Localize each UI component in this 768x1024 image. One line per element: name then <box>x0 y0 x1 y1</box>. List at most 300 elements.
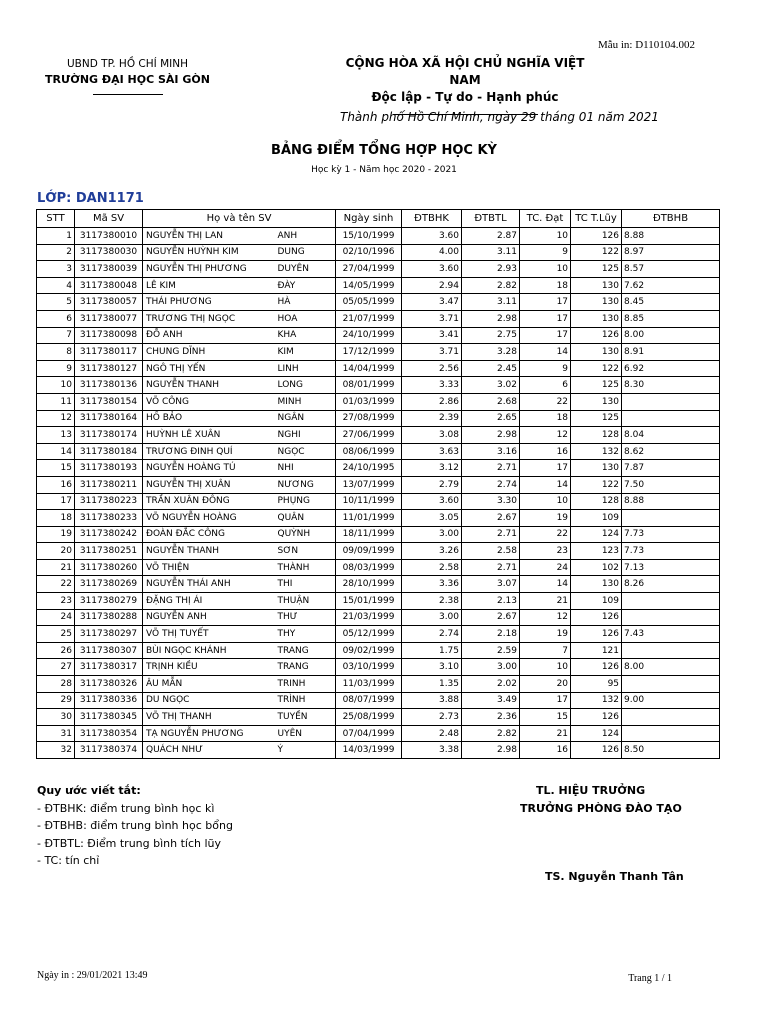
table-body <box>37 228 720 759</box>
credits-earned-cell: 14 <box>520 344 571 361</box>
cumulative-credits-cell: 126 <box>571 709 622 726</box>
notes-title: Quy ước viết tắt: <box>37 784 141 797</box>
first-name-cell: TRINH <box>276 676 336 693</box>
table-row <box>37 526 720 543</box>
row-number-cell: 19 <box>37 526 75 543</box>
table-row <box>37 692 720 709</box>
scholarship-score-cell: 8.00 <box>622 327 720 344</box>
cumulative-gpa-cell: 2.98 <box>462 742 520 759</box>
last-middle-name-cell: THÁI PHƯƠNG <box>143 294 276 311</box>
row-number-cell: 25 <box>37 626 75 643</box>
semester-gpa-cell: 2.39 <box>402 410 462 427</box>
first-name-cell: TRANG <box>276 642 336 659</box>
cumulative-gpa-cell: 3.28 <box>462 344 520 361</box>
semester-gpa-cell: 2.56 <box>402 360 462 377</box>
birth-date-cell: 03/10/1999 <box>336 659 402 676</box>
student-id-cell: 3117380174 <box>75 427 143 444</box>
city-committee-name: UBND TP. HỒ CHÍ MINH <box>66 58 189 70</box>
cumulative-gpa-cell: 3.07 <box>462 576 520 593</box>
cumulative-gpa-cell: 2.75 <box>462 327 520 344</box>
birth-date-cell: 14/05/1999 <box>336 277 402 294</box>
cumulative-gpa-cell: 2.68 <box>462 393 520 410</box>
cumulative-credits-cell: 102 <box>571 559 622 576</box>
right-header <box>330 55 600 115</box>
birth-date-cell: 14/04/1999 <box>336 360 402 377</box>
column-header: ĐTBHK <box>402 210 462 228</box>
row-number-cell: 3 <box>37 261 75 278</box>
cumulative-gpa-cell: 2.71 <box>462 526 520 543</box>
row-number-cell: 21 <box>37 559 75 576</box>
cumulative-credits-cell: 122 <box>571 360 622 377</box>
credits-earned-cell: 19 <box>520 510 571 527</box>
credits-earned-cell: 12 <box>520 427 571 444</box>
cumulative-credits-cell: 128 <box>571 427 622 444</box>
last-middle-name-cell: ĐỖ ANH <box>143 327 276 344</box>
last-middle-name-cell: HỒ BẢO <box>143 410 276 427</box>
first-name-cell: HÀ <box>276 294 336 311</box>
table-row <box>37 410 720 427</box>
column-header: Mã SV <box>75 210 143 228</box>
cumulative-gpa-cell: 3.11 <box>462 244 520 261</box>
credits-earned-cell: 19 <box>520 626 571 643</box>
cumulative-credits-cell: 132 <box>571 692 622 709</box>
birth-date-cell: 15/01/1999 <box>336 593 402 610</box>
last-middle-name-cell: NGUYỄN THỊ XUÂN <box>143 476 276 493</box>
row-number-cell: 30 <box>37 709 75 726</box>
cumulative-credits-cell: 124 <box>571 526 622 543</box>
birth-date-cell: 05/12/1999 <box>336 626 402 643</box>
credits-earned-cell: 10 <box>520 228 571 245</box>
column-header: TC. Đạt <box>520 210 571 228</box>
table-row <box>37 543 720 560</box>
table-row <box>37 294 720 311</box>
student-id-cell: 3117380057 <box>75 294 143 311</box>
table-row <box>37 427 720 444</box>
cumulative-credits-cell: 126 <box>571 659 622 676</box>
row-number-cell: 12 <box>37 410 75 427</box>
first-name-cell: DUYÊN <box>276 261 336 278</box>
column-header: ĐTBTL <box>462 210 520 228</box>
semester-gpa-cell: 4.00 <box>402 244 462 261</box>
semester-gpa-cell: 3.12 <box>402 460 462 477</box>
credits-earned-cell: 14 <box>520 576 571 593</box>
cumulative-credits-cell: 121 <box>571 642 622 659</box>
first-name-cell: Ý <box>276 742 336 759</box>
last-middle-name-cell: TRƯƠNG ĐINH QUÍ <box>143 443 276 460</box>
student-id-cell: 3117380164 <box>75 410 143 427</box>
table-row <box>37 559 720 576</box>
cumulative-gpa-cell: 3.49 <box>462 692 520 709</box>
scholarship-score-cell: 8.97 <box>622 244 720 261</box>
birth-date-cell: 09/09/1999 <box>336 543 402 560</box>
semester-gpa-cell: 3.88 <box>402 692 462 709</box>
first-name-cell: NƯƠNG <box>276 476 336 493</box>
student-id-cell: 3117380233 <box>75 510 143 527</box>
left-header-underline <box>93 94 163 95</box>
cumulative-credits-cell: 126 <box>571 626 622 643</box>
semester-gpa-cell: 3.71 <box>402 310 462 327</box>
first-name-cell: LONG <box>276 377 336 394</box>
cumulative-gpa-cell: 3.02 <box>462 377 520 394</box>
cumulative-gpa-cell: 2.18 <box>462 626 520 643</box>
credits-earned-cell: 23 <box>520 543 571 560</box>
cumulative-gpa-cell: 2.02 <box>462 676 520 693</box>
credits-earned-cell: 14 <box>520 476 571 493</box>
print-date: Ngày in : 29/01/2021 13:49 <box>37 970 148 981</box>
student-id-cell: 3117380117 <box>75 344 143 361</box>
first-name-cell: SƠN <box>276 543 336 560</box>
scholarship-score-cell: 8.04 <box>622 427 720 444</box>
cumulative-gpa-cell: 3.30 <box>462 493 520 510</box>
first-name-cell: TRANG <box>276 659 336 676</box>
cumulative-gpa-cell: 2.59 <box>462 642 520 659</box>
student-id-cell: 3117380098 <box>75 327 143 344</box>
table-row <box>37 659 720 676</box>
student-id-cell: 3117380242 <box>75 526 143 543</box>
birth-date-cell: 08/01/1999 <box>336 377 402 394</box>
student-id-cell: 3117380030 <box>75 244 143 261</box>
table-row <box>37 476 720 493</box>
row-number-cell: 20 <box>37 543 75 560</box>
cumulative-credits-cell: 126 <box>571 327 622 344</box>
student-id-cell: 3117380154 <box>75 393 143 410</box>
table-row <box>37 377 720 394</box>
scholarship-score-cell <box>622 410 720 427</box>
last-middle-name-cell: NGUYỄN THANH <box>143 377 276 394</box>
birth-date-cell: 10/11/1999 <box>336 493 402 510</box>
last-middle-name-cell: ĐẶNG THỊ ÁI <box>143 593 276 610</box>
row-number-cell: 13 <box>37 427 75 444</box>
semester-gpa-cell: 3.60 <box>402 493 462 510</box>
birth-date-cell: 27/08/1999 <box>336 410 402 427</box>
scholarship-score-cell: 8.00 <box>622 659 720 676</box>
birth-date-cell: 28/10/1999 <box>336 576 402 593</box>
table-row <box>37 493 720 510</box>
student-id-cell: 3117380279 <box>75 593 143 610</box>
row-number-cell: 24 <box>37 609 75 626</box>
cumulative-credits-cell: 130 <box>571 393 622 410</box>
row-number-cell: 28 <box>37 676 75 693</box>
credits-earned-cell: 9 <box>520 244 571 261</box>
table-row <box>37 676 720 693</box>
student-id-cell: 3117380297 <box>75 626 143 643</box>
table-row <box>37 277 720 294</box>
row-number-cell: 9 <box>37 360 75 377</box>
first-name-cell: THƯ <box>276 609 336 626</box>
last-middle-name-cell: VÕ CÔNG <box>143 393 276 410</box>
birth-date-cell: 05/05/1999 <box>336 294 402 311</box>
row-number-cell: 27 <box>37 659 75 676</box>
scholarship-score-cell: 8.50 <box>622 742 720 759</box>
scholarship-score-cell <box>622 609 720 626</box>
last-middle-name-cell: ÂU MẪN <box>143 676 276 693</box>
student-id-cell: 3117380317 <box>75 659 143 676</box>
cumulative-credits-cell: 132 <box>571 443 622 460</box>
credits-earned-cell: 21 <box>520 725 571 742</box>
last-middle-name-cell: VÕ NGUYỄN HOÀNG <box>143 510 276 527</box>
student-id-cell: 3117380269 <box>75 576 143 593</box>
semester-gpa-cell: 3.08 <box>402 427 462 444</box>
semester-gpa-cell: 3.60 <box>402 261 462 278</box>
page-number: Trang 1 / 1 <box>628 973 672 984</box>
university-name: TRƯỜNG ĐẠI HỌC SÀI GÒN <box>45 73 210 86</box>
birth-date-cell: 24/10/1999 <box>336 327 402 344</box>
row-number-cell: 1 <box>37 228 75 245</box>
first-name-cell: PHỤNG <box>276 493 336 510</box>
credits-earned-cell: 9 <box>520 360 571 377</box>
semester-subtitle: Học kỳ 1 - Năm học 2020 - 2021 <box>311 165 457 175</box>
cumulative-gpa-cell: 2.36 <box>462 709 520 726</box>
scholarship-score-cell <box>622 709 720 726</box>
cumulative-credits-cell: 130 <box>571 310 622 327</box>
last-middle-name-cell: VÕ THIỆN <box>143 559 276 576</box>
last-middle-name-cell: BÙI NGỌC KHÁNH <box>143 642 276 659</box>
cumulative-credits-cell: 130 <box>571 277 622 294</box>
last-middle-name-cell: NGUYỄN THỊ LAN <box>143 228 276 245</box>
student-id-cell: 3117380039 <box>75 261 143 278</box>
birth-date-cell: 08/07/1999 <box>336 692 402 709</box>
semester-gpa-cell: 3.41 <box>402 327 462 344</box>
scholarship-score-cell <box>622 725 720 742</box>
cumulative-gpa-cell: 2.71 <box>462 460 520 477</box>
scholarship-score-cell <box>622 593 720 610</box>
scholarship-score-cell: 8.85 <box>622 310 720 327</box>
birth-date-cell: 11/03/1999 <box>336 676 402 693</box>
last-middle-name-cell: NGUYỄN THÁI ANH <box>143 576 276 593</box>
scholarship-score-cell: 6.92 <box>622 360 720 377</box>
credits-earned-cell: 18 <box>520 410 571 427</box>
first-name-cell: HOA <box>276 310 336 327</box>
cumulative-credits-cell: 126 <box>571 228 622 245</box>
row-number-cell: 5 <box>37 294 75 311</box>
table-row <box>37 510 720 527</box>
last-middle-name-cell: TRẦN XUÂN ĐÔNG <box>143 493 276 510</box>
credits-earned-cell: 17 <box>520 327 571 344</box>
row-number-cell: 31 <box>37 725 75 742</box>
semester-gpa-cell: 3.60 <box>402 228 462 245</box>
birth-date-cell: 15/10/1999 <box>336 228 402 245</box>
cumulative-gpa-cell: 2.98 <box>462 310 520 327</box>
student-id-cell: 3117380136 <box>75 377 143 394</box>
credits-earned-cell: 24 <box>520 559 571 576</box>
student-id-cell: 3117380354 <box>75 725 143 742</box>
cumulative-gpa-cell: 2.71 <box>462 559 520 576</box>
scholarship-score-cell: 7.50 <box>622 476 720 493</box>
birth-date-cell: 11/01/1999 <box>336 510 402 527</box>
scholarship-score-cell: 8.88 <box>622 493 720 510</box>
scholarship-score-cell: 7.62 <box>622 277 720 294</box>
student-id-cell: 3117380127 <box>75 360 143 377</box>
semester-gpa-cell: 3.10 <box>402 659 462 676</box>
first-name-cell: ANH <box>276 228 336 245</box>
student-id-cell: 3117380345 <box>75 709 143 726</box>
signature-role-1: TL. HIỆU TRƯỞNG <box>536 784 646 797</box>
semester-gpa-cell: 2.58 <box>402 559 462 576</box>
document-date: Thành phố Hồ Chí Minh, ngày 29 tháng 01 năm 2021 <box>340 110 659 124</box>
table-row <box>37 310 720 327</box>
first-name-cell: TRÌNH <box>276 692 336 709</box>
row-number-cell: 4 <box>37 277 75 294</box>
semester-gpa-cell: 2.74 <box>402 626 462 643</box>
first-name-cell: QUÂN <box>276 510 336 527</box>
semester-gpa-cell: 2.94 <box>402 277 462 294</box>
birth-date-cell: 09/02/1999 <box>336 642 402 659</box>
cumulative-credits-cell: 123 <box>571 543 622 560</box>
student-id-cell: 3117380211 <box>75 476 143 493</box>
scholarship-score-cell: 9.00 <box>622 692 720 709</box>
cumulative-credits-cell: 109 <box>571 593 622 610</box>
first-name-cell: NGÂN <box>276 410 336 427</box>
student-id-cell: 3117380077 <box>75 310 143 327</box>
credits-earned-cell: 17 <box>520 460 571 477</box>
cumulative-credits-cell: 130 <box>571 460 622 477</box>
cumulative-gpa-cell: 2.82 <box>462 277 520 294</box>
table-row <box>37 460 720 477</box>
scholarship-score-cell: 7.43 <box>622 626 720 643</box>
birth-date-cell: 24/10/1995 <box>336 460 402 477</box>
credits-earned-cell: 16 <box>520 742 571 759</box>
cumulative-credits-cell: 130 <box>571 344 622 361</box>
table-row <box>37 261 720 278</box>
student-id-cell: 3117380184 <box>75 443 143 460</box>
first-name-cell: NHI <box>276 460 336 477</box>
cumulative-gpa-cell: 2.45 <box>462 360 520 377</box>
scholarship-score-cell <box>622 393 720 410</box>
student-id-cell: 3117380010 <box>75 228 143 245</box>
row-number-cell: 10 <box>37 377 75 394</box>
note-item: - ĐTBTL: Điểm trung bình tích lũy <box>37 836 222 850</box>
semester-gpa-cell: 3.00 <box>402 526 462 543</box>
row-number-cell: 16 <box>37 476 75 493</box>
credits-earned-cell: 10 <box>520 493 571 510</box>
student-id-cell: 3117380307 <box>75 642 143 659</box>
birth-date-cell: 21/03/1999 <box>336 609 402 626</box>
semester-gpa-cell: 3.71 <box>402 344 462 361</box>
table-row <box>37 393 720 410</box>
cumulative-gpa-cell: 2.13 <box>462 593 520 610</box>
semester-gpa-cell: 2.86 <box>402 393 462 410</box>
semester-gpa-cell: 2.38 <box>402 593 462 610</box>
first-name-cell: NGHI <box>276 427 336 444</box>
student-id-cell: 3117380288 <box>75 609 143 626</box>
column-header: STT <box>37 210 75 228</box>
table-row <box>37 228 720 245</box>
cumulative-gpa-cell: 3.16 <box>462 443 520 460</box>
credits-earned-cell: 15 <box>520 709 571 726</box>
cumulative-credits-cell: 125 <box>571 377 622 394</box>
scholarship-score-cell: 7.13 <box>622 559 720 576</box>
first-name-cell: UYÊN <box>276 725 336 742</box>
scholarship-score-cell: 8.91 <box>622 344 720 361</box>
left-header <box>40 57 215 95</box>
column-header: ĐTBHB <box>622 210 720 228</box>
scholarship-score-cell: 8.45 <box>622 294 720 311</box>
first-name-cell: THI <box>276 576 336 593</box>
form-code: Mẫu in: D110104.002 <box>597 39 695 51</box>
note-item: - ĐTBHB: điểm trung bình học bổng <box>37 819 233 832</box>
cumulative-credits-cell: 126 <box>571 609 622 626</box>
semester-gpa-cell: 2.79 <box>402 476 462 493</box>
last-middle-name-cell: NGUYỄN THỊ PHƯƠNG <box>143 261 276 278</box>
cumulative-gpa-cell: 2.67 <box>462 609 520 626</box>
table-row <box>37 327 720 344</box>
row-number-cell: 15 <box>37 460 75 477</box>
table-row <box>37 344 720 361</box>
row-number-cell: 22 <box>37 576 75 593</box>
first-name-cell: ĐÀY <box>276 277 336 294</box>
cumulative-gpa-cell: 2.93 <box>462 261 520 278</box>
last-middle-name-cell: LÊ KIM <box>143 277 276 294</box>
cumulative-gpa-cell: 2.65 <box>462 410 520 427</box>
credits-earned-cell: 21 <box>520 593 571 610</box>
last-middle-name-cell: NGUYỄN HOÀNG TÚ <box>143 460 276 477</box>
student-id-cell: 3117380336 <box>75 692 143 709</box>
cumulative-credits-cell: 124 <box>571 725 622 742</box>
semester-gpa-cell: 2.48 <box>402 725 462 742</box>
row-number-cell: 2 <box>37 244 75 261</box>
cumulative-gpa-cell: 2.82 <box>462 725 520 742</box>
row-number-cell: 8 <box>37 344 75 361</box>
student-id-cell: 3117380048 <box>75 277 143 294</box>
class-label: LỚP: DAN1171 <box>37 191 144 206</box>
national-motto: Độc lập - Tự do - Hạnh phúc <box>371 90 559 104</box>
row-number-cell: 29 <box>37 692 75 709</box>
scholarship-score-cell: 8.88 <box>622 228 720 245</box>
scholarship-score-cell: 8.26 <box>622 576 720 593</box>
first-name-cell: THUẬN <box>276 593 336 610</box>
table-row <box>37 742 720 759</box>
first-name-cell: LINH <box>276 360 336 377</box>
credits-earned-cell: 7 <box>520 642 571 659</box>
semester-gpa-cell: 3.38 <box>402 742 462 759</box>
row-number-cell: 18 <box>37 510 75 527</box>
birth-date-cell: 25/08/1999 <box>336 709 402 726</box>
scholarship-score-cell: 8.30 <box>622 377 720 394</box>
last-middle-name-cell: NGUYỄN THANH <box>143 543 276 560</box>
scholarship-score-cell: 7.73 <box>622 543 720 560</box>
scholarship-score-cell <box>622 642 720 659</box>
last-middle-name-cell: NGUYỄN HUỲNH KIM <box>143 244 276 261</box>
last-middle-name-cell: QUÁCH NHƯ <box>143 742 276 759</box>
cumulative-credits-cell: 126 <box>571 742 622 759</box>
table-row <box>37 360 720 377</box>
table-row <box>37 642 720 659</box>
signature-block <box>520 782 700 818</box>
student-id-cell: 3117380260 <box>75 559 143 576</box>
birth-date-cell: 08/03/1999 <box>336 559 402 576</box>
last-middle-name-cell: VÕ THỊ TUYẾT <box>143 626 276 643</box>
cumulative-gpa-cell: 2.74 <box>462 476 520 493</box>
cumulative-gpa-cell: 2.58 <box>462 543 520 560</box>
column-header: Họ và tên SV <box>143 210 336 228</box>
credits-earned-cell: 6 <box>520 377 571 394</box>
last-middle-name-cell: ĐOÀN ĐẮC CÔNG <box>143 526 276 543</box>
scholarship-score-cell: 7.87 <box>622 460 720 477</box>
semester-gpa-cell: 3.33 <box>402 377 462 394</box>
last-middle-name-cell: VÕ THỊ THANH <box>143 709 276 726</box>
student-id-cell: 3117380326 <box>75 676 143 693</box>
birth-date-cell: 08/06/1999 <box>336 443 402 460</box>
table-row <box>37 725 720 742</box>
birth-date-cell: 27/06/1999 <box>336 427 402 444</box>
signer-name: TS. Nguyễn Thanh Tân <box>545 870 684 883</box>
scholarship-score-cell: 8.57 <box>622 261 720 278</box>
signature-role-2: TRƯỞNG PHÒNG ĐÀO TẠO <box>520 802 682 815</box>
row-number-cell: 11 <box>37 393 75 410</box>
student-id-cell: 3117380223 <box>75 493 143 510</box>
row-number-cell: 17 <box>37 493 75 510</box>
row-number-cell: 26 <box>37 642 75 659</box>
